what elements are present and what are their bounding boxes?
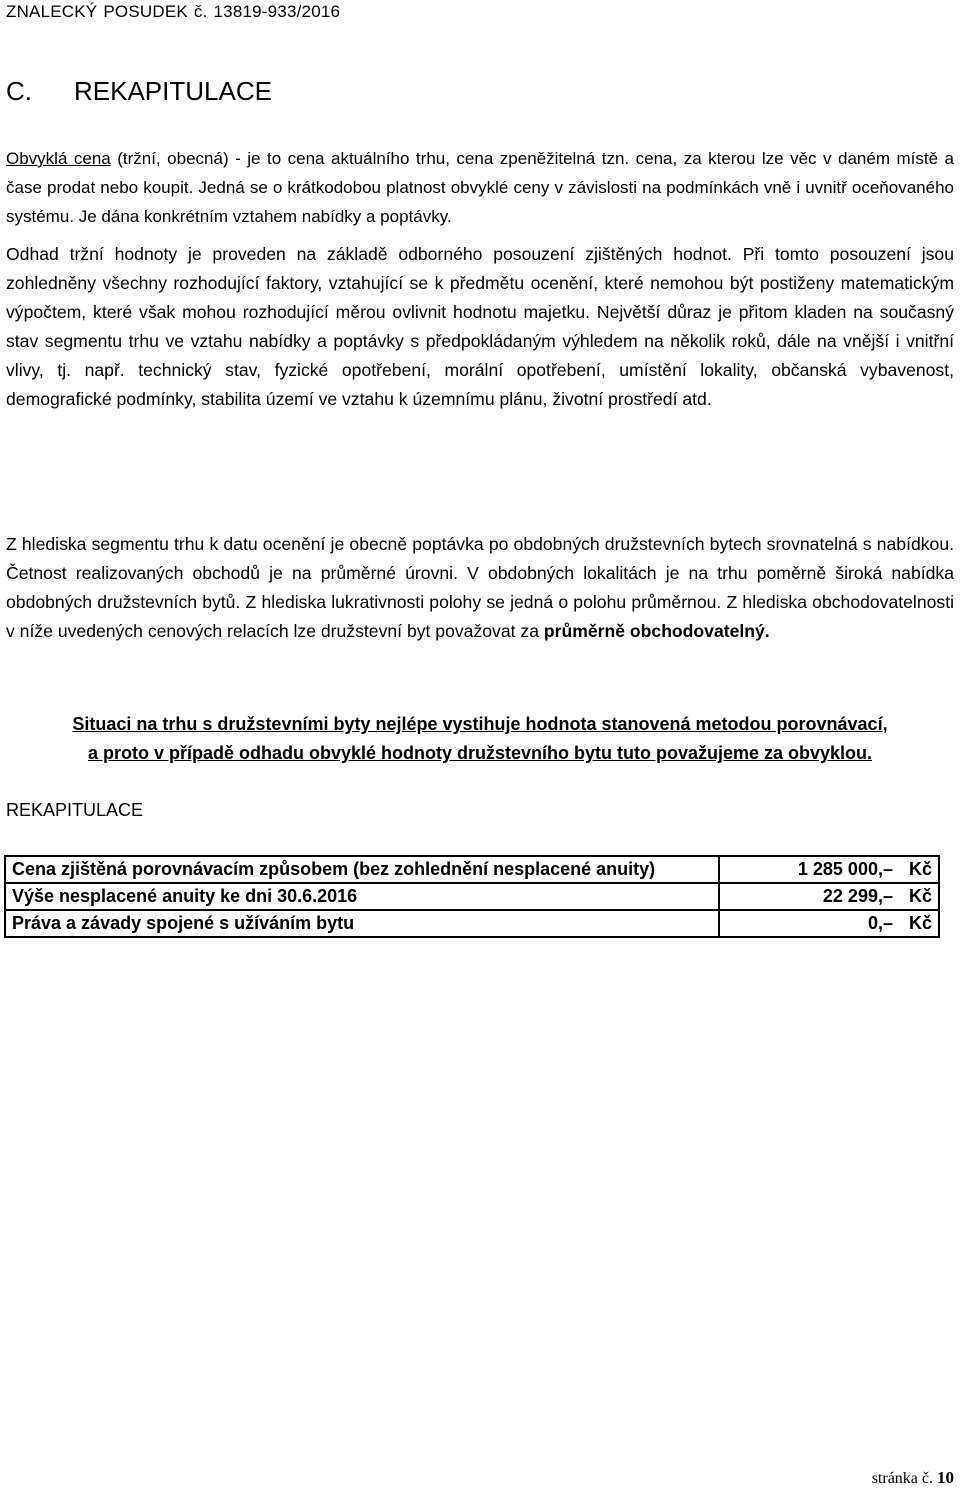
summary-value-cell — [719, 910, 939, 937]
header-word: POSUDEK — [103, 2, 188, 21]
recap-heading: REKAPITULACE — [6, 800, 144, 820]
section-heading — [6, 76, 272, 107]
table-row — [5, 910, 939, 937]
table-row — [5, 883, 939, 910]
conclusion-line: Situaci na trhu s družstevními byty nejlépe vystihuje hodnota stanovená metodou porovnávací, — [72, 714, 888, 734]
summary-currency: Kč — [908, 913, 932, 933]
summary-currency: Kč — [908, 886, 932, 906]
paragraph-segment — [6, 530, 954, 646]
summary-value: 0,– — [867, 913, 893, 933]
header-word: ZNALECKÝ — [6, 2, 98, 21]
page-number: 10 — [937, 1468, 954, 1487]
header-number: 13819-933/2016 — [213, 2, 341, 21]
page-label: stránka č. — [871, 1470, 933, 1487]
table-row — [5, 856, 939, 883]
conclusion-line: a proto v případě odhadu obvyklé hodnoty družstevního bytu tuto považujeme za obvyklou. — [87, 743, 873, 763]
paragraph-obvykla-cena — [6, 144, 954, 231]
conclusion-statement — [6, 710, 954, 768]
summary-label: Práva a závady spojené s užíváním bytu — [5, 910, 719, 937]
summary-label: Výše nesplacené anuity ke dni 30.6.2016 — [5, 883, 719, 910]
summary-value: 22 299,– — [822, 886, 893, 906]
summary-value-cell — [719, 856, 939, 883]
section-number: C. — [6, 76, 32, 106]
paragraph-text: Z hlediska segmentu trhu k datu ocenění je obecně poptávka po obdobných družstevních bytech srovnatelná s nabídkou. Četnost realizovaných obchodů je na průměrné úrovni. V obdobných lokalitách je na trhu poměrně široká nabídka obdobných družstevních bytů. Z hlediska lukrativnosti polohy se jedná o polohu průměrnou. Z hlediska obchodovatelnosti v níže uvedených cenových relacích lze družstevní byt považovat za — [6, 534, 954, 641]
term-obvykla-cena: Obvyklá cena — [6, 149, 111, 168]
paragraph-odhad: Odhad tržní hodnoty je proveden na základě odborného posouzení zjištěných hodnot. Při tomto posouzení jsou zohledněny všechny rozhodující faktory, vztahující se k předmětu ocenění, které nemohou být postiženy matematickým výpočtem, které však mohou rozhodující měrou ovlivnit hodnotu majetku. Největší důraz je přitom kladen na současný stav segmentu trhu ve vztahu nabídky a poptávky s předpokládaným výhledem na několik roků, dále na vnější i vnitřní vlivy, tj. např. technický stav, fyzické opotřebení, morální opotřebení, umístění lokality, občanská vybavenost, demografické podmínky, stabilita území ve vztahu k územnímu plánu, životní prostředí atd. — [6, 244, 954, 409]
summary-value-cell — [719, 883, 939, 910]
paragraph-bold: průměrně obchodovatelný. — [543, 621, 770, 641]
summary-label: Cena zjištěná porovnávacím způsobem (bez zohlednění nesplacené anuity) — [5, 856, 719, 883]
document-header — [6, 2, 346, 22]
summary-currency: Kč — [908, 859, 932, 879]
paragraph-text: (tržní, obecná) - je to cena aktuálního trhu, cena zpeněžitelná tzn. cena, za kterou lze věc v daném místě a čase prodat nebo koupit. Jedná se o krátkodobou platnost obvyklé ceny v závislosti na podmínkách vně i uvnitř oceňovaného systému. Je dána konkrétním vztahem nabídky a poptávky. — [6, 149, 954, 226]
header-word: č. — [193, 2, 208, 21]
page-footer — [872, 1468, 954, 1488]
summary-value: 1 285 000,– — [797, 859, 893, 879]
summary-table — [4, 855, 940, 938]
section-title: REKAPITULACE — [74, 76, 272, 106]
